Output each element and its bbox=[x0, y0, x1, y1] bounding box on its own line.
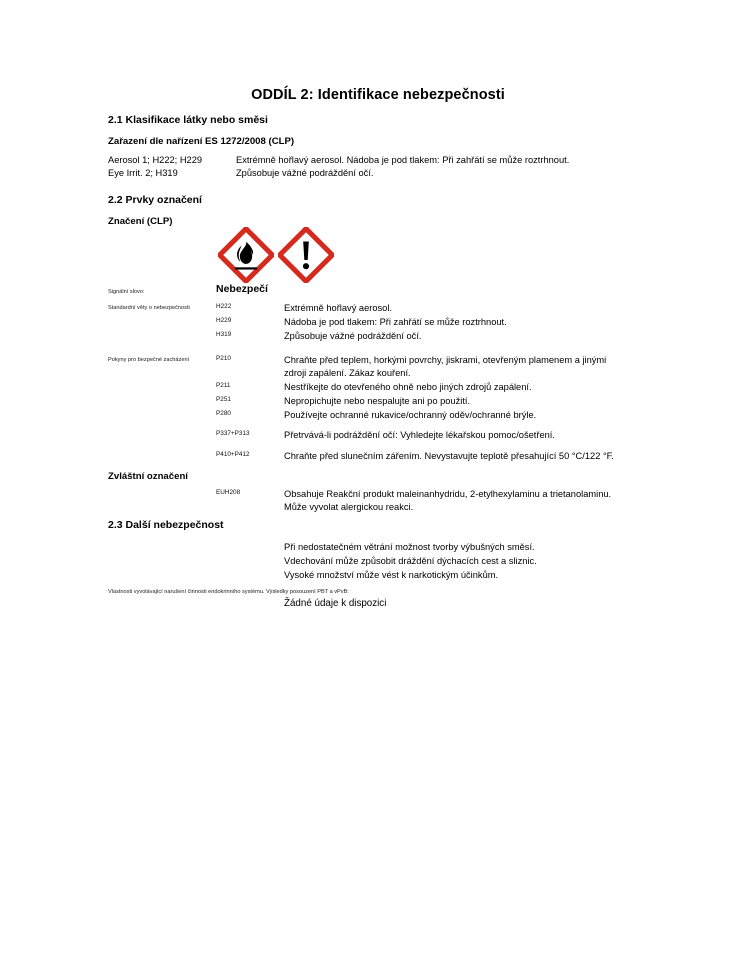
section-2-3-heading: 2.3 Další nebezpečnost bbox=[108, 519, 224, 531]
precautionary-text-line1: Chraňte před teplem, horkými povrchy, jiskrami, otevřeným plamenem a jinými bbox=[284, 355, 607, 365]
precautionary-text: Používejte ochranné rukavice/ochranný oděv/ochranné brýle. bbox=[284, 410, 537, 420]
ghs07-exclamation-pictogram bbox=[278, 227, 334, 283]
classification-text: Způsobuje vážné podráždění očí. bbox=[236, 168, 374, 178]
endocrine-assessment-note: Vlastnosti vyvolávající narušení činnosti endokrinního systému. Výsledky posouzení PBT a vPvB: bbox=[108, 589, 349, 595]
section-2-2-heading: 2.2 Prvky označení bbox=[108, 194, 202, 206]
hazard-text: Nádoba je pod tlakem: Při zahřátí se může roztrhnout. bbox=[284, 317, 507, 327]
signal-word-value: Nebezpečí bbox=[216, 283, 268, 295]
other-hazard-line: Při nedostatečném větrání možnost tvorby výbušných směsí. bbox=[284, 542, 535, 552]
special-text-line1: Obsahuje Reakční produkt maleinanhydridu, 2-etylhexylaminu a trietanolaminu. bbox=[284, 489, 612, 499]
ghs02-flame-pictogram bbox=[218, 227, 274, 283]
special-text-line2: Může vyvolat alergickou reakci. bbox=[284, 502, 414, 513]
hazard-text: Extrémně hořlavý aerosol. bbox=[284, 303, 392, 313]
hazard-text: Způsobuje vážné podráždění očí. bbox=[284, 331, 422, 341]
classification-text: Extrémně hořlavý aerosol. Nádoba je pod tlakem: Při zahřátí se může roztrhnout. bbox=[236, 155, 570, 165]
other-hazard-line: Vysoké množství může vést k narkotickým účinkům. bbox=[284, 570, 499, 580]
hazard-code: H222 bbox=[216, 303, 232, 310]
classification-code: Aerosol 1; H222; H229 bbox=[108, 155, 203, 165]
precautionary-statements-label: Pokyny pro bezpečné zacházení bbox=[108, 357, 190, 363]
page-title: ODDÍL 2: Identifikace nebezpečnosti bbox=[251, 87, 505, 103]
section-2-1-subheading: Zařazení dle nařízení ES 1272/2008 (CLP) bbox=[108, 136, 295, 147]
precautionary-code: P210 bbox=[216, 355, 231, 362]
special-text bbox=[284, 488, 648, 514]
precautionary-text: Chraňte před slunečním zářením. Nevystavujte teplotě přesahující 50 °C/122 °F. bbox=[284, 451, 614, 461]
precautionary-code: P211 bbox=[216, 382, 231, 389]
precautionary-code: P410+P412 bbox=[216, 451, 250, 458]
precautionary-text: Nestříkejte do otevřeného ohně nebo jiných zdrojů zapálení. bbox=[284, 382, 532, 392]
special-code: EUH208 bbox=[216, 489, 241, 496]
classification-code: Eye Irrit. 2; H319 bbox=[108, 168, 178, 178]
precautionary-text: Nepropichujte nebo nespalujte ani po použití. bbox=[284, 396, 471, 406]
hazard-code: H319 bbox=[216, 331, 232, 338]
section-2-1-heading: 2.1 Klasifikace látky nebo směsi bbox=[108, 114, 268, 126]
no-data-available: Žádné údaje k dispozici bbox=[284, 598, 387, 609]
special-labelling-heading: Zvláštní označení bbox=[108, 471, 188, 482]
signal-word-label: Signální slovo: bbox=[108, 289, 145, 295]
hazard-code: H229 bbox=[216, 317, 232, 324]
precautionary-code: P337+P313 bbox=[216, 430, 250, 437]
other-hazard-line: Vdechování může způsobit dráždění dýchacích cest a sliznic. bbox=[284, 556, 537, 566]
precautionary-text bbox=[284, 354, 648, 380]
precautionary-text: Přetrvává-li podráždění očí: Vyhledejte lékařskou pomoc/ošetření. bbox=[284, 430, 555, 440]
precautionary-code: P251 bbox=[216, 396, 231, 403]
hazard-statements-label: Standardní věty o nebezpečnosti bbox=[108, 305, 190, 311]
ghs-pictogram-group bbox=[218, 227, 334, 283]
precautionary-code: P280 bbox=[216, 410, 231, 417]
section-2-2-subheading: Značení (CLP) bbox=[108, 216, 173, 227]
precautionary-text-line2: zdroji zapálení. Zákaz kouření. bbox=[284, 368, 411, 379]
